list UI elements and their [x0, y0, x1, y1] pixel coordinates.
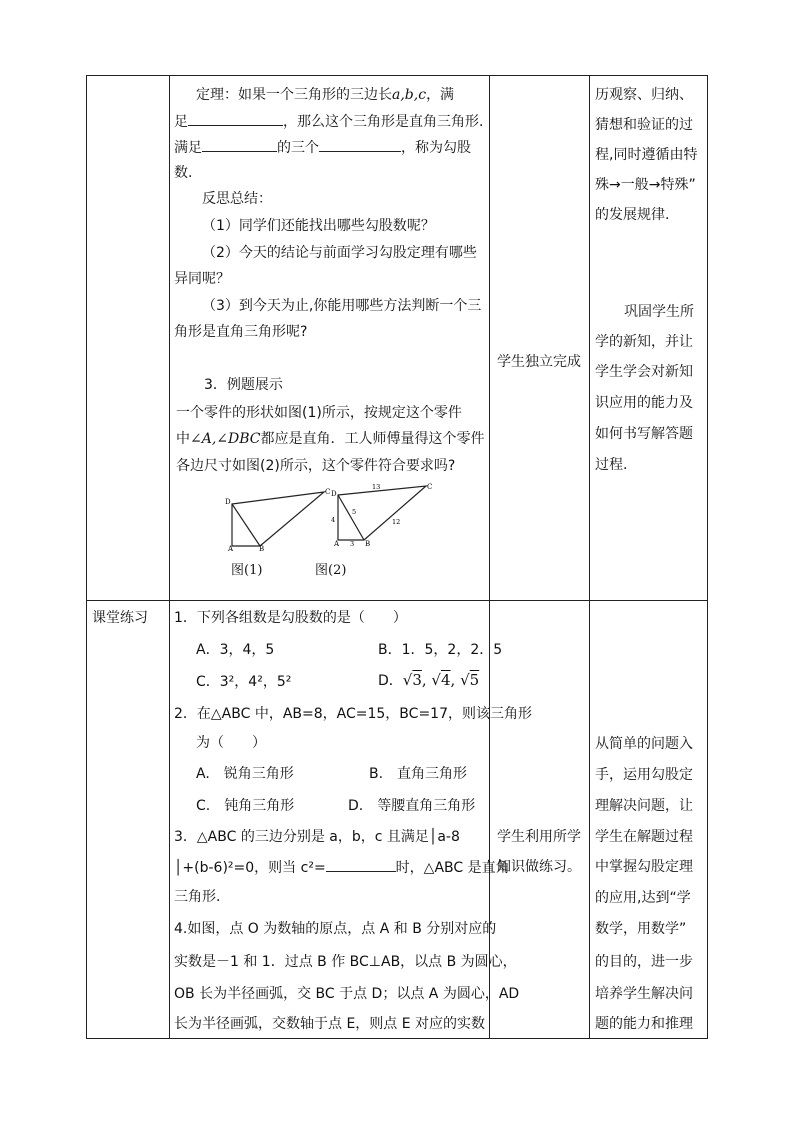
purpose-line: 数学，用数学” — [595, 921, 687, 937]
purpose-line: 殊→一般→特殊” — [595, 177, 696, 193]
problem-3-line-3: 三角形. — [174, 889, 221, 905]
purpose-line: 历观察、归纳、 — [595, 87, 693, 103]
problem-2-option-d: D. 等腰直角三角形 — [348, 798, 476, 814]
label-d: D — [225, 498, 231, 506]
fill-blank[interactable] — [319, 137, 401, 152]
problem-1-option-a: A．3，4，5 — [196, 642, 275, 658]
purpose-line: 识应用的能力及 — [595, 395, 693, 411]
problem-2-stem-line-2: 为（ ） — [196, 735, 266, 751]
reflect-title: 反思总结： — [202, 191, 272, 207]
reflect-q1: （1）同学们还能找出哪些勾股数呢？ — [202, 218, 435, 234]
problem-1-stem: 1．下列各组数是勾股数的是（ ） — [174, 610, 407, 626]
row-divider — [86, 600, 708, 601]
purpose-line: 培养学生解决问 — [595, 986, 693, 1002]
theorem-line-2: 足 ，那么这个三角形是直角三角形. — [174, 111, 483, 132]
purpose-line: 学的新知，并让 — [595, 334, 693, 350]
problem-1-option-d: D．√3, √4, √5 — [378, 671, 480, 689]
purpose-line: 中掌握勾股定理 — [595, 859, 693, 875]
column-divider-3 — [589, 75, 590, 1039]
student-activity-1: 学生独立完成 — [497, 354, 581, 370]
problem-2-option-b: B. 直角三角形 — [369, 766, 468, 782]
student-activity-2: 知识做练习。 — [497, 859, 581, 875]
label-a: A — [228, 545, 234, 553]
label-c: C — [427, 483, 433, 491]
problem-2-option-a: A. 锐角三角形 — [196, 766, 294, 782]
figure-2-caption: 图(2) — [315, 563, 347, 578]
quadrilateral-outline — [232, 492, 324, 546]
problem-4-line-1: 4.如图，点 O 为数轴的原点，点 A 和 B 分别对应的 — [174, 921, 497, 937]
theorem-line-3: 满足 的三个 ，称为勾股 — [174, 137, 471, 158]
figure-1-caption: 图(1) — [231, 563, 263, 578]
label-a: A — [334, 540, 340, 548]
fill-blank[interactable] — [326, 857, 396, 872]
length-ab: 3 — [350, 540, 355, 548]
purpose-line: 的应用,达到“学 — [595, 890, 691, 906]
fill-blank[interactable] — [202, 137, 277, 152]
diagonal-db — [338, 495, 364, 540]
purpose-line: 程,同时遵循由特 — [595, 147, 698, 163]
label-b: B — [259, 545, 265, 553]
purpose-line: 从简单的问题入 — [595, 736, 693, 752]
length-db: 5 — [352, 508, 357, 516]
example-line-1: 一个零件的形状如图(1)所示，按规定这个零件 — [176, 405, 462, 421]
table-border-bottom — [86, 1038, 708, 1039]
purpose-line: 的发展规律. — [595, 207, 670, 223]
problem-1-option-b: B．1．5，2，2．5 — [378, 642, 503, 658]
problem-1-option-c: C．3²，4²，5² — [196, 674, 292, 690]
purpose-line: 题的能力和推理 — [595, 1016, 693, 1032]
problem-4-line-4: 长为半径画弧，交数轴于点 E，则点 E 对应的实数 — [174, 1016, 486, 1032]
length-da: 4 — [331, 516, 336, 524]
purpose-line: 过程. — [595, 457, 628, 473]
reflect-q2-line2: 异同呢？ — [174, 271, 230, 287]
theorem-line-4: 数. — [174, 165, 193, 181]
purpose-line: 的目的，进一步 — [595, 954, 693, 970]
example-line-2: 中∠A,∠DBC都应是直角．工人师傅量得这个零件 — [176, 431, 485, 447]
length-dc: 13 — [372, 483, 381, 491]
theorem-line-1: 定理：如果一个三角形的三边长a,b,c，满 — [196, 87, 455, 103]
reflect-q3-line1: （3）到今天为止,你能用哪些方法判断一个三 — [202, 298, 482, 314]
reflect-q3-line2: 角形是直角三角形呢? — [174, 324, 308, 340]
purpose-line: 手，运用勾股定 — [595, 767, 693, 783]
purpose-line: 巩固学生所 — [624, 304, 694, 320]
problem-2-option-c: C. 钝角三角形 — [196, 798, 295, 814]
student-activity-2: 学生利用所学 — [497, 829, 581, 845]
purpose-line: 学生在解题过程 — [595, 829, 693, 845]
purpose-line: 学生学会对新知 — [595, 364, 693, 380]
figure-1-diagram — [222, 484, 342, 554]
figure-2-diagram — [328, 480, 440, 552]
label-c: C — [325, 488, 331, 496]
label-b: B — [365, 540, 371, 548]
section-label: 课堂练习 — [92, 610, 148, 626]
example-line-3: 各边尺寸如图(2)所示，这个零件符合要求吗? — [176, 458, 456, 474]
problem-3-line-2: │+(b-6)²=0，则当 c²= 时，△ABC 是直角 — [174, 857, 510, 878]
column-divider-2 — [489, 75, 490, 1039]
problem-2-stem-line-1: 2．在△ABC 中，AB=8，AC=15，BC=17，则该三角形 — [174, 706, 532, 722]
problem-3-line-1: 3．△ABC 的三边分别是 a，b，c 且满足│a-8 — [174, 829, 460, 845]
problem-4-line-2: 实数是－1 和 1．过点 B 作 BC⊥AB，以点 B 为圆心， — [174, 954, 517, 970]
fill-blank[interactable] — [188, 111, 283, 126]
problem-4-line-3: OB 长为半径画弧，交 BC 于点 D；以点 A 为圆心，AD — [174, 986, 520, 1002]
table-border-top — [86, 75, 708, 76]
purpose-line: 理解决问题，让 — [595, 798, 693, 814]
table-border-left — [86, 75, 87, 1039]
reflect-q2-line1: （2）今天的结论与前面学习勾股定理有哪些 — [202, 245, 477, 261]
length-bc: 12 — [392, 518, 401, 526]
purpose-line: 如何书写解答题 — [595, 426, 693, 442]
label-d: D — [331, 490, 337, 498]
diagonal-db — [232, 504, 260, 546]
example-title: 3．例题展示 — [204, 377, 283, 393]
purpose-line: 猜想和验证的过 — [595, 117, 693, 133]
column-divider-1 — [169, 75, 170, 1039]
table-border-right — [707, 75, 708, 1039]
